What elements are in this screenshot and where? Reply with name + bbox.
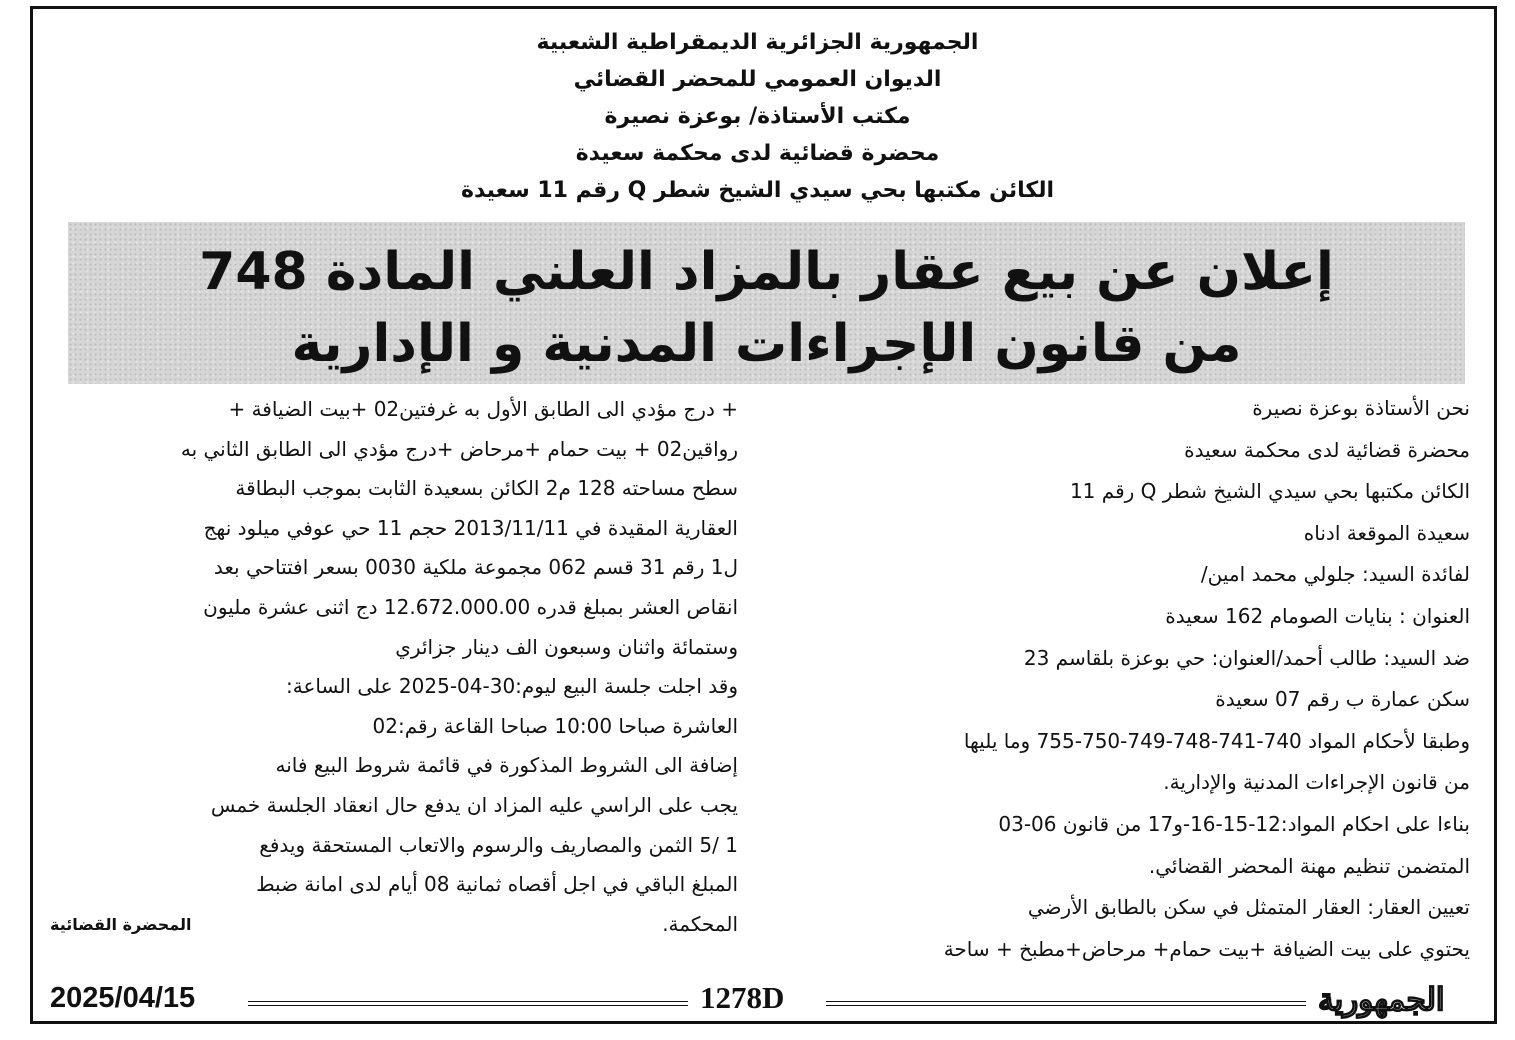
announcement-title-line-2: من قانون الإجراءات المدنية و الإدارية [291,314,1242,374]
announcement-title-banner [68,222,1465,384]
text-line: رواقين02 + بيت حمام +مرحاض +درج مؤدي الى الطابق الثاني به [180,436,738,461]
text-line: العنوان : بنايات الصومام 162 سعيدة [1165,603,1470,628]
text-line: الكائن مكتبها بحي سيدي الشيخ شطر Q رقم 11 [1069,479,1470,504]
text-line: + درج مؤدي الى الطابق الأول به غرفتين02 +بيت الضيافة + [228,397,738,421]
left-text-column [40,390,738,944]
text-line: سطح مساحته 128 م2 الكائن بسعيدة الثابت بموجب البطاقة [235,476,738,501]
bailiff-signature: المحضرة القضائية [50,915,192,934]
office-header [0,24,1515,209]
text-line: محضرة قضائية لدى محكمة سعيدة [1184,437,1470,462]
text-line: سكن عمارة ب رقم 07 سعيدة [1215,687,1470,712]
text-line: تعيين العقار: العقار المتمثل في سكن بالطابق الأرضي [1027,895,1470,920]
header-line-bureau: مكتب الأستاذة/ بوعزة نصيرة [604,104,911,129]
text-line: بناءا على احكام المواد:12-15-16-و17 من قانون 06-03 [998,811,1470,836]
text-line: 1 /5 الثمن والمصاريف والرسوم والاتعاب المستحقة ويدفع [259,832,738,857]
text-line: من قانون الإجراءات المدنية والإدارية. [1163,770,1470,795]
text-line: إضافة الى الشروط المذكورة في قائمة شروط البيع فانه [275,753,738,778]
text-line: العقارية المقيدة في 2013/11/11 حجم 11 حي عوفي ميلود نهج [203,515,738,540]
footer-rule-left [248,1001,688,1006]
text-line: انقاص العشر بمبلغ قدره 12.672.000.00 دج اثنى عشرة مليون [203,594,738,619]
right-text-column [780,388,1470,970]
header-line-republic: الجمهورية الجزائرية الديمقراطية الشعبية [536,30,979,55]
text-line: وستمائة واثنان وسبعون الف دينار جزائري [395,634,738,659]
text-line: وطبقا لأحكام المواد 740-741-748-749-750-755 وما يليها [963,728,1470,753]
footer-rule-right [826,1001,1306,1006]
text-line: ضد السيد: طالب أحمد/العنوان: حي بوعزة بلقاسم 23 [1023,645,1470,670]
announcement-title-line-1: إعلان عن بيع عقار بالمزاد العلني المادة 748 [199,242,1334,302]
text-line: العاشرة صباحا 10:00 صباحا القاعة رقم:02 [372,713,738,738]
header-line-address: الكائن مكتبها بحي سيدي الشيخ شطر Q رقم 11 سعيدة [460,178,1055,203]
text-line: نحن الأستاذة بوعزة نصيرة [1252,396,1470,420]
text-line: يحتوي على بيت الضيافة +بيت حمام+ مرحاض+مطبخ + ساحة [943,936,1470,961]
text-line: المحكمة. [662,911,738,936]
text-line: المتضمن تنظيم مهنة المحضر القضائي. [1148,853,1470,878]
text-line: وقد اجلت جلسة البيع ليوم:30-04-2025 على الساعة: [286,674,738,699]
header-line-bailiff: محضرة قضائية لدى محكمة سعيدة [575,141,940,166]
text-line: ل1 رقم 31 قسم 062 مجموعة ملكية 0030 بسعر افتتاحي بعد [213,555,738,580]
footer-ad-code: 1278D [700,980,785,1015]
footer-date: 2025/04/15 [50,982,196,1014]
text-line: يجب على الراسي عليه المزاد ان يدفع حال انعقاد الجلسة خمس [210,792,738,817]
text-line: المبلغ الباقي في اجل أقصاه ثمانية 08 أيام لدى امانة ضبط [256,872,738,897]
text-line: سعيدة الموقعة ادناه [1303,520,1470,545]
newspaper-logo: الجمهورية [1318,982,1445,1018]
header-line-office: الديوان العمومي للمحضر القضائي [573,67,942,92]
text-line: لفائدة السيد: جلولي محمد امين/ [1200,562,1470,587]
